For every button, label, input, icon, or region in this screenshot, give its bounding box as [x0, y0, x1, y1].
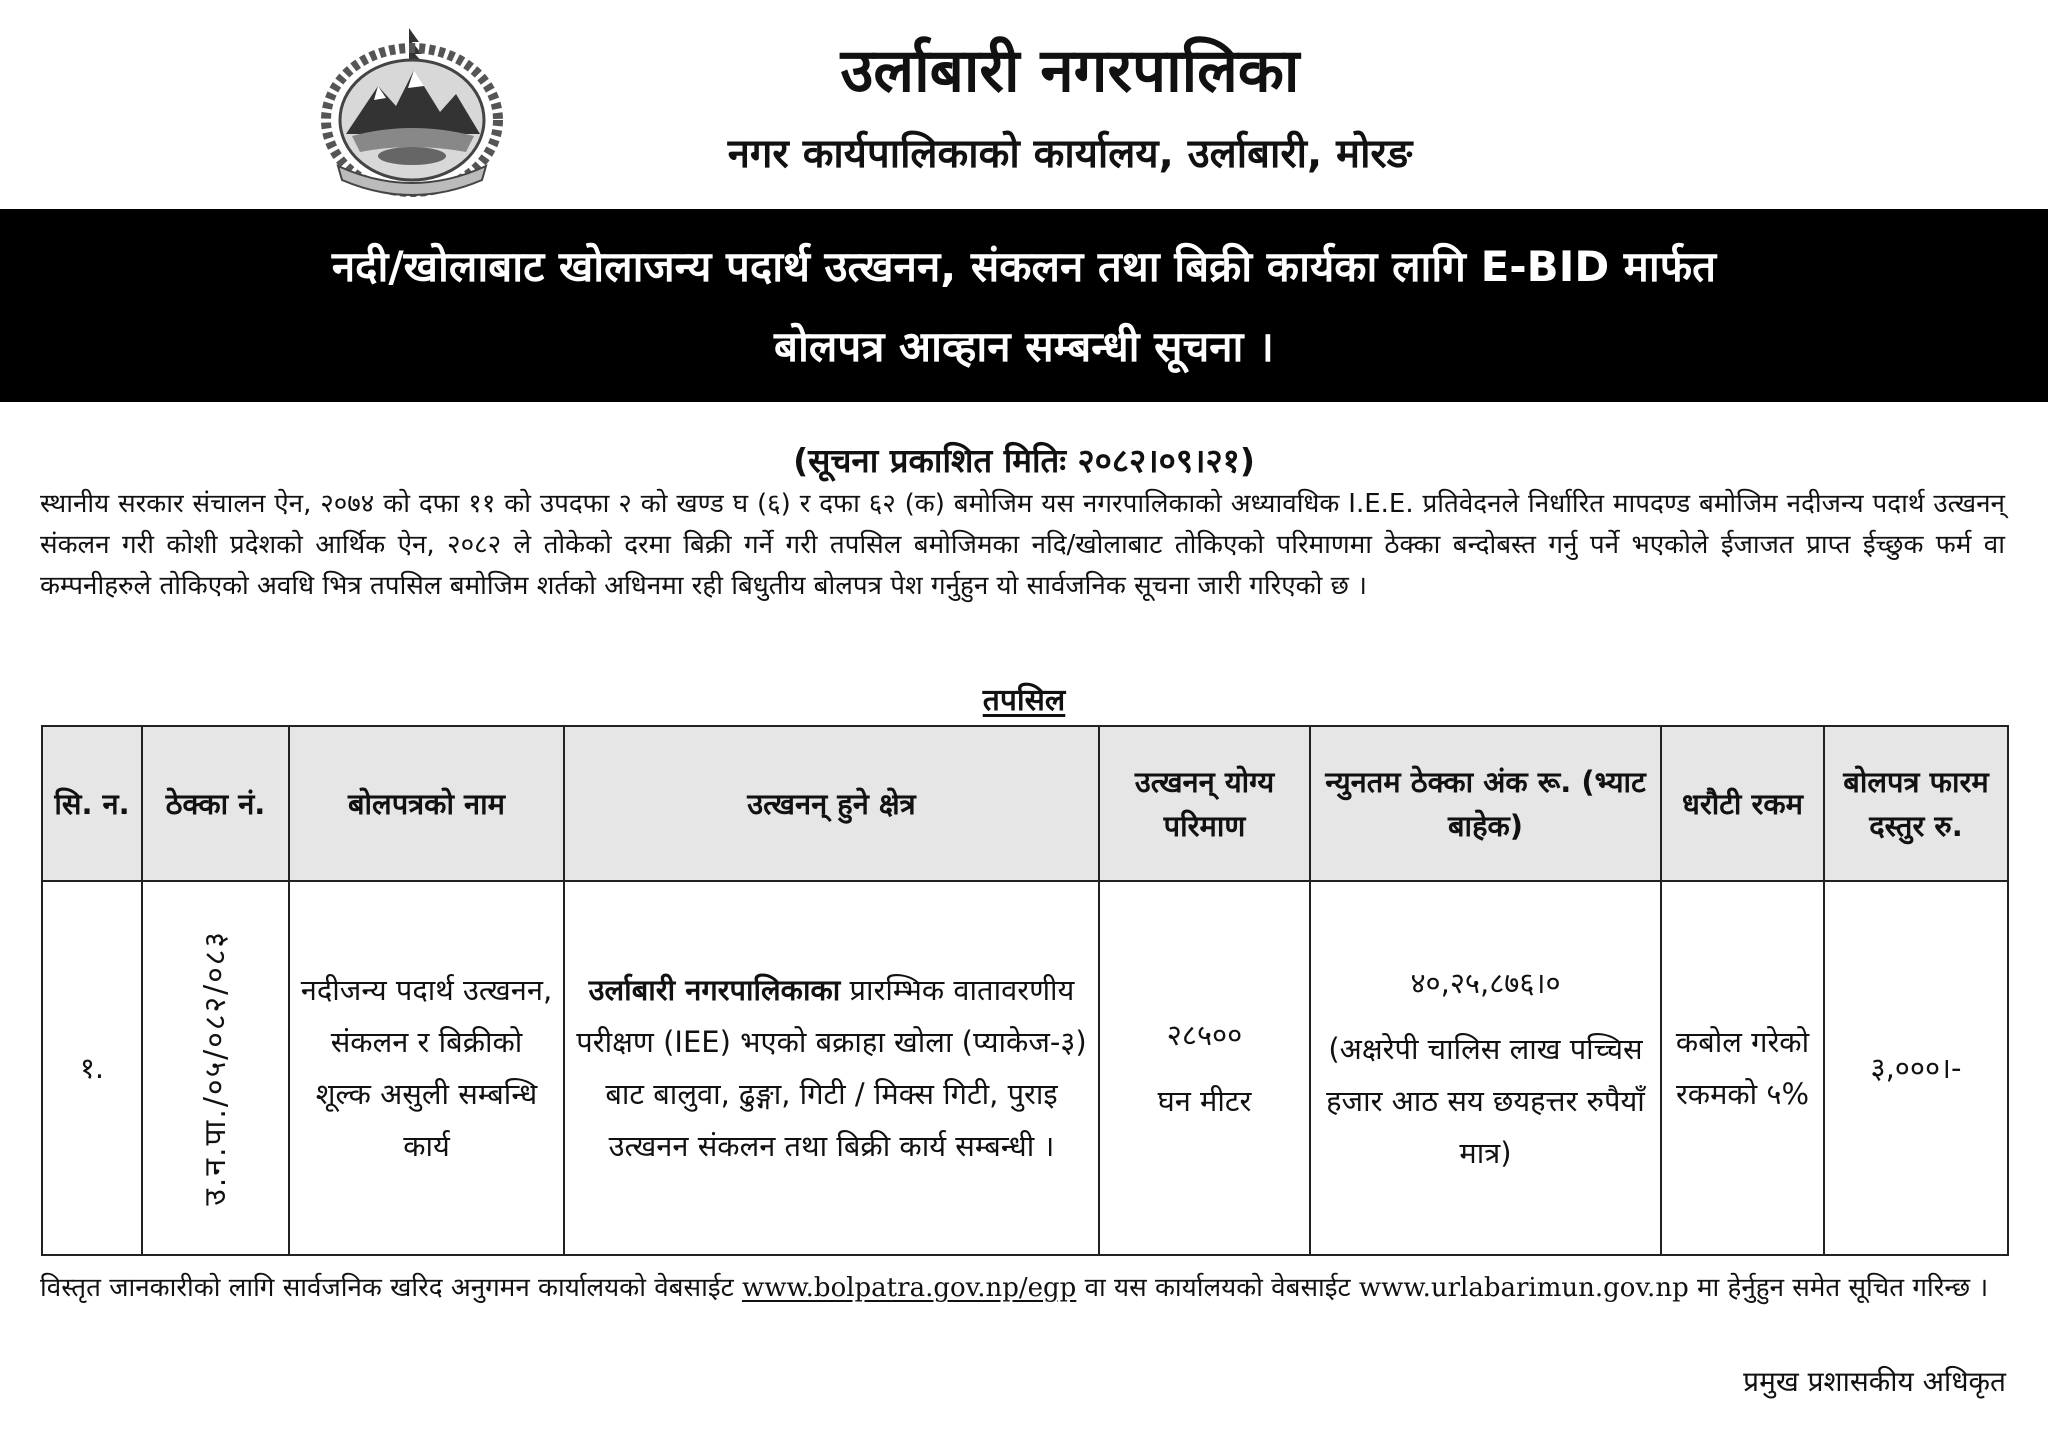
published-date: (सूचना प्रकाशित मितिः २०८२।०९।२१) — [793, 441, 1255, 480]
schedule-heading: तपसिल — [982, 683, 1066, 718]
footer-note — [40, 1266, 2005, 1310]
cell-min-amount — [1310, 881, 1661, 1255]
table-header-row — [42, 726, 2008, 881]
area-municipality-name: उर्लाबारी नगरपालिकाका — [588, 973, 841, 1007]
header-form-fee: बोलपत्र फारम दस्तुर रु. — [1824, 726, 2008, 881]
quantity-gap — [1110, 1061, 1299, 1075]
header-quantity: उत्खनन् योग्य परिमाण — [1099, 726, 1310, 881]
org-subtitle: नगर कार्यपालिकाको कार्यालय, उर्लाबारी, मोरङ — [727, 131, 1413, 177]
tender-table — [41, 725, 2009, 1256]
nepal-government-emblem-icon — [316, 24, 508, 202]
notice-title-line-2: बोलपत्र आव्हान सम्बन्धी सूचना । — [774, 322, 1274, 371]
bolpatra-link[interactable]: www.bolpatra.gov.np/egp — [741, 1273, 1077, 1303]
cell-bid-name: नदीजन्य पदार्थ उत्खनन, संकलन र बिक्रीको शूल्क असुली सम्बन्धि कार्य — [289, 881, 564, 1255]
municipality-website: www.urlabarimun.gov.np — [1358, 1273, 1689, 1303]
cell-sn: १. — [42, 881, 142, 1255]
header-sn: सि. न. — [42, 726, 142, 881]
cell-form-fee: ३,०००।- — [1824, 881, 2008, 1255]
header-deposit: धरौटी रकम — [1661, 726, 1824, 881]
header-bid-name: बोलपत्रको नाम — [289, 726, 564, 881]
header-min-amount: न्युनतम ठेक्का अंक रू. (भ्याट बाहेक) — [1310, 726, 1661, 881]
header-contract-no: ठेक्का नं. — [142, 726, 289, 881]
min-amount-value: ४०,२५,८७६।० — [1410, 966, 1561, 1000]
area-description: प्रारम्भिक वातावरणीय परीक्षण (IEE) भएको बक्राहा खोला (प्याकेज-३) बाट बालुवा, ढुङ्गा, गिटी / मिक्स गिटी, पुराइ उत्खनन संकलन तथा बिक्री कार्य सम्बन्धी । — [576, 973, 1087, 1163]
contract-no-text: उ.न.पा./०५/०८२/०८३ — [197, 930, 233, 1206]
intro-paragraph: स्थानीय सरकार संचालन ऐन, २०७४ को दफा ११ को उपदफा २ को खण्ड घ (६) र दफा ६२ (क) बमोजिम यस नगरपालिकाको अध्यावधिक I.E.E. प्रतिवेदनले निर्धारित मापदण्ड बमोजिम नदीजन्य पदार्थ उत्खनन् संकलन गरी कोशी प्रदेशको आर्थिक ऐन, २०८२ ले तोकेको दरमा बिक्री गर्ने गरी तपसिल बमोजिमका नदि/खोलाबाट तोकिएको परिमाणमा ठेक्का बन्दोबस्त गर्नु पर्ने भएकोले ईजाजत प्राप्त ईच्छुक फर्म वा कम्पनीहरुले तोकिएको अवधि भित्र तपसिल बमोजिम शर्तको अधिनमा रही बिधुतीय बोलपत्र पेश गर्नुहुन यो सार्वजनिक सूचना जारी गरिएको छ । — [40, 489, 2005, 601]
quantity-value: २८५०० — [1166, 1018, 1243, 1052]
contract-no-wrapper — [153, 888, 278, 1248]
org-title: उर्लाबारी नगरपालिका — [840, 36, 1300, 106]
footer-text-after: मा हेर्नुहुन समेत सूचित गरिन्छ । — [1696, 1273, 1989, 1303]
footer-text-middle: वा यस कार्यालयको वेबसाईट — [1084, 1273, 1351, 1303]
signatory: प्रमुख प्रशासकीय अधिकृत — [1743, 1365, 2006, 1398]
min-amount-words: (अक्षरेपी चालिस लाख पच्चिस हजार आठ सय छयहत्तर रुपैयाँ मात्र) — [1326, 1032, 1645, 1170]
notice-title-banner — [0, 209, 2048, 402]
cell-quantity — [1099, 881, 1310, 1255]
cell-deposit: कबोल गरेको रकमको ५% — [1661, 881, 1824, 1255]
footer-text-before: विस्तृत जानकारीको लागि सार्वजनिक खरिद अनुगमन कार्यालयको वेबसाईट — [40, 1273, 734, 1303]
quantity-unit: घन मीटर — [1157, 1084, 1252, 1118]
header-area: उत्खनन् हुने क्षेत्र — [564, 726, 1099, 881]
notice-title-line-1: नदी/खोलाबाट खोलाजन्य पदार्थ उत्खनन, संकलन तथा बिक्री कार्यका लागि E-BID मार्फत — [331, 242, 1717, 291]
cell-area — [564, 881, 1099, 1255]
min-amount-gap — [1321, 1009, 1650, 1023]
cell-contract-no — [142, 881, 289, 1255]
table-row — [42, 881, 2008, 1255]
